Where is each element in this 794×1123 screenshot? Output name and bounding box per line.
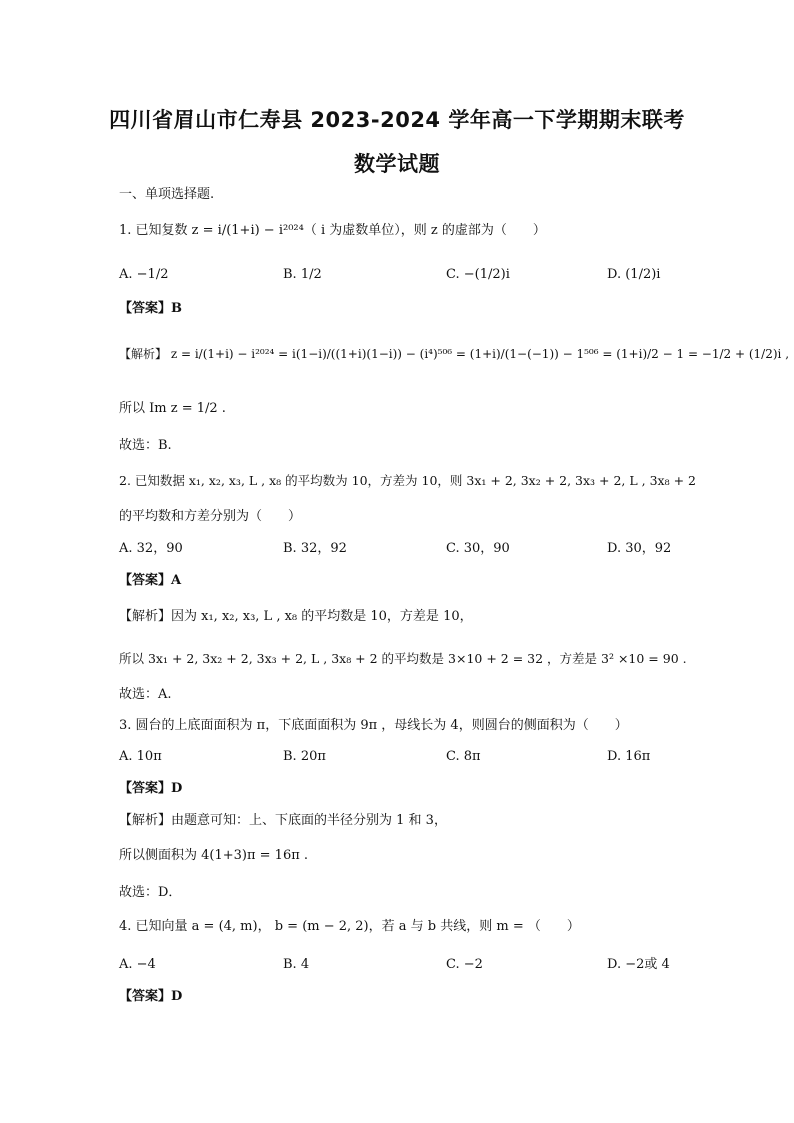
q4-option-c: C. −2 [446, 957, 483, 972]
q4-answer: 【答案】D [119, 989, 183, 1004]
q1-option-a: A. −1/2 [119, 267, 169, 282]
q3-stem: 3. 圆台的上底面面积为 π，下底面面积为 9π ，母线长为 4，则圆台的侧面积为（ ） [119, 718, 628, 733]
q1-answer: 【答案】B [119, 301, 182, 316]
q3-option-b: B. 20π [283, 749, 326, 764]
q3-option-d: D. 16π [607, 749, 651, 764]
q2-option-d: D. 30，92 [607, 541, 672, 556]
q4-option-d: D. −2或 4 [607, 957, 670, 972]
q2-answer: 【答案】A [119, 573, 182, 588]
q1-option-d: D. (1/2)i [607, 267, 661, 282]
q2-analysis-1: 【解析】因为 x₁, x₂, x₃, L , x₈ 的平均数是 10，方差是 10， [119, 609, 473, 624]
q2-stem-1: 2. 已知数据 x₁, x₂, x₃, L , x₈ 的平均数为 10，方差为 10，则 3x₁ + 2, 3x₂ + 2, 3x₃ + 2, L , 3x₈ + 2 [119, 473, 696, 488]
q4-option-b: B. 4 [283, 957, 310, 972]
q4-stem: 4. 已知向量 a = (4, m)， b = (m − 2, 2)，若 a 与 b 共线，则 m = （ ） [119, 919, 580, 934]
document-title: 四川省眉山市仁寿县 2023-2024 学年高一下学期期末联考 [109, 108, 685, 132]
q2-option-a: A. 32，90 [119, 541, 183, 556]
q2-option-b: B. 32，92 [283, 541, 347, 556]
q1-analysis-3: 故选：B. [119, 438, 172, 453]
q3-option-a: A. 10π [119, 749, 162, 764]
q3-analysis-2: 所以侧面积为 4(1+3)π = 16π . [119, 848, 309, 863]
q2-analysis-3: 故选：A. [119, 687, 172, 702]
q2-stem-2: 的平均数和方差分别为（ ） [119, 509, 302, 524]
q2-analysis-2: 所以 3x₁ + 2, 3x₂ + 2, 3x₃ + 2, L , 3x₈ + 2 的平均数是 3×10 + 2 = 32 ，方差是 3² ×10 = 90 . [119, 651, 687, 666]
document-subtitle: 数学试题 [354, 152, 440, 176]
q2-option-c: C. 30，90 [446, 541, 510, 556]
q3-option-c: C. 8π [446, 749, 481, 764]
q1-option-b: B. 1/2 [283, 267, 322, 282]
q4-option-a: A. −4 [119, 957, 156, 972]
q3-answer: 【答案】D [119, 781, 183, 796]
q1-analysis-1: 【解析】 z = i/(1+i) − i²⁰²⁴ = i(1−i)/((1+i)(1−i)) − (i⁴)⁵⁰⁶ = (1+i)/(1−(−1)) − 1⁵⁰⁶ = (1+i)/2 − 1 = −1/2 + (1/2)i , [119, 347, 790, 361]
q1-stem: 1. 已知复数 z = i/(1+i) − i²⁰²⁴（ i 为虚数单位），则 z 的虚部为（ ） [119, 223, 546, 238]
section-heading: 一、单项选择题. [119, 187, 215, 202]
q3-analysis-3: 故选：D． [119, 885, 182, 900]
q1-option-c: C. −(1/2)i [446, 267, 510, 282]
q1-analysis-2: 所以 Im z = 1/2 . [119, 401, 226, 416]
q3-analysis-1: 【解析】由题意可知：上、下底面的半径分别为 1 和 3， [119, 813, 447, 828]
